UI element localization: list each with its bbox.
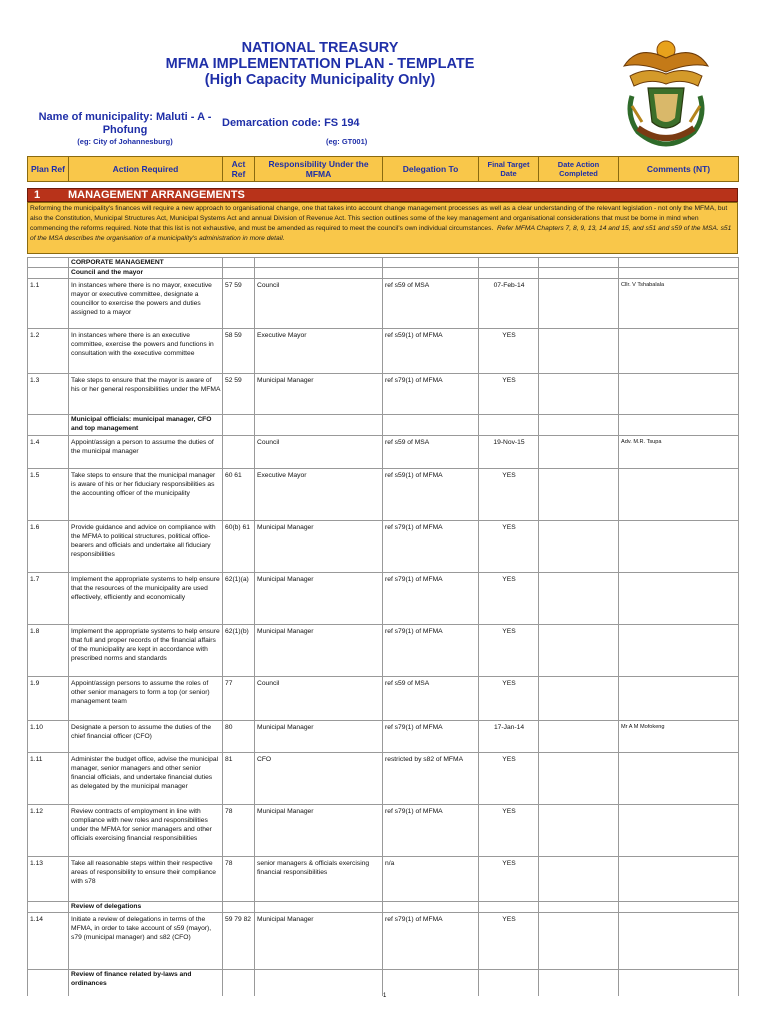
target-date-cell: YES [479, 912, 539, 969]
empty-cell [383, 969, 479, 996]
demarcation-code: Demarcation code: FS 194 [222, 117, 360, 129]
plan-ref-cell: 1.5 [28, 468, 69, 520]
action-cell: Take all reasonable steps within their respective areas of responsibility to ensure their compliance with s78 [69, 856, 223, 901]
plan-ref-cell: 1.7 [28, 572, 69, 624]
date-completed-cell [539, 752, 619, 804]
section-number: 1 [34, 189, 41, 201]
target-date-cell: 07-Feb-14 [479, 278, 539, 328]
comment-cell [619, 373, 739, 414]
date-completed-cell [539, 520, 619, 572]
action-cell: Take steps to ensure that the mayor is aware of his or her general responsibilities under the MFMA [69, 373, 223, 414]
comment-cell [619, 856, 739, 901]
empty-cell [539, 969, 619, 996]
empty-cell [223, 901, 255, 912]
target-date-cell: YES [479, 624, 539, 676]
section-heading [27, 188, 738, 202]
plan-ref-cell: 1.11 [28, 752, 69, 804]
comment-cell [619, 572, 739, 624]
plan-ref-cell: 1.3 [28, 373, 69, 414]
subheading-row [28, 268, 739, 278]
column-header [27, 156, 739, 182]
target-date-cell: YES [479, 373, 539, 414]
date-completed-cell [539, 468, 619, 520]
empty-cell [223, 414, 255, 435]
document-title [0, 40, 640, 88]
act-ref-cell: 62(1)(a) [223, 572, 255, 624]
delegation-cell: ref s79(1) of MFMA [383, 912, 479, 969]
table-row [28, 912, 739, 969]
empty-cell [223, 969, 255, 996]
action-cell: Review contracts of employment in line with compliance with new roles and responsibilities under the MFMA for senior managers and other officials exercising financial responsibilities [69, 804, 223, 856]
act-ref-cell: 81 [223, 752, 255, 804]
subheading-bylaws: Review of finance related by-laws and ordinances [69, 969, 223, 996]
action-cell: In instances where there is no mayor, executive mayor or executive committee, designate a councillor to exercise the powers and duties assigned to a mayor [69, 278, 223, 328]
delegation-cell: ref s79(1) of MFMA [383, 804, 479, 856]
act-ref-cell: 80 [223, 720, 255, 752]
municipality-name: Name of municipality: Maluti - A - Phofung [38, 111, 212, 136]
empty-cell [28, 414, 69, 435]
delegation-cell: ref s79(1) of MFMA [383, 520, 479, 572]
header-action-required: Action Required [69, 157, 223, 182]
date-completed-cell [539, 572, 619, 624]
plan-ref-cell: 1.4 [28, 435, 69, 468]
responsibility-cell: Council [255, 435, 383, 468]
delegation-cell: restricted by s82 of MFMA [383, 752, 479, 804]
empty-cell [255, 268, 383, 278]
title-line-1: NATIONAL TREASURY [241, 40, 399, 56]
coat-of-arms-icon [618, 36, 714, 154]
header-act-ref: Act Ref [223, 157, 255, 182]
target-date-cell: 17-Jan-14 [479, 720, 539, 752]
act-ref-cell: 78 [223, 804, 255, 856]
table-body [28, 258, 739, 996]
act-ref-cell: 57 59 [223, 278, 255, 328]
table-row [28, 468, 739, 520]
header-plan-ref: Plan Ref [28, 157, 69, 182]
target-date-cell: YES [479, 676, 539, 720]
comment-cell [619, 676, 739, 720]
action-cell: In instances where there is an executive committee, exercise the powers and functions in consultation with the executive committee [69, 328, 223, 373]
empty-cell [255, 414, 383, 435]
empty-cell [619, 268, 739, 278]
target-date-cell: YES [479, 804, 539, 856]
action-cell: Provide guidance and advice on compliance with the MFMA to political structures, political office-bearers and officials and undertake all fiduciary responsibilities [69, 520, 223, 572]
plan-ref-cell: 1.13 [28, 856, 69, 901]
table-row [28, 520, 739, 572]
responsibility-cell: Executive Mayor [255, 328, 383, 373]
comment-cell [619, 520, 739, 572]
target-date-cell: YES [479, 328, 539, 373]
empty-cell [28, 258, 69, 268]
date-completed-cell [539, 804, 619, 856]
date-completed-cell [539, 435, 619, 468]
municipality-example: (eg: City of Johannesburg) [77, 137, 173, 146]
responsibility-cell: Municipal Manager [255, 804, 383, 856]
demarcation-example: (eg: GT001) [326, 137, 368, 146]
section-description [27, 202, 738, 254]
table-row [28, 572, 739, 624]
delegation-cell: ref s79(1) of MFMA [383, 373, 479, 414]
empty-cell [28, 969, 69, 996]
table-row [28, 720, 739, 752]
target-date-cell: 19-Nov-15 [479, 435, 539, 468]
empty-cell [223, 258, 255, 268]
plan-ref-cell: 1.14 [28, 912, 69, 969]
date-completed-cell [539, 720, 619, 752]
subheading-row [28, 969, 739, 996]
implementation-plan-table [27, 257, 739, 996]
table-row [28, 676, 739, 720]
delegation-cell: n/a [383, 856, 479, 901]
comment-cell [619, 804, 739, 856]
responsibility-cell: Council [255, 278, 383, 328]
action-cell: Initiate a review of delegations in terms of the MFMA, in order to take account of s59 (mayor), s79 (municipal manager) and s82 (CFO) [69, 912, 223, 969]
date-completed-cell [539, 856, 619, 901]
responsibility-cell: Municipal Manager [255, 373, 383, 414]
comment-cell [619, 328, 739, 373]
comment-cell: Adv. M.R. Tsupa [619, 435, 739, 468]
empty-cell [383, 414, 479, 435]
empty-cell [255, 969, 383, 996]
empty-cell [383, 268, 479, 278]
act-ref-cell: 62(1)(b) [223, 624, 255, 676]
empty-cell [619, 414, 739, 435]
empty-cell [28, 901, 69, 912]
delegation-cell: ref s59(1) of MFMA [383, 468, 479, 520]
act-ref-cell: 60 61 [223, 468, 255, 520]
date-completed-cell [539, 912, 619, 969]
delegation-cell: ref s79(1) of MFMA [383, 720, 479, 752]
subheading-row [28, 414, 739, 435]
plan-ref-cell: 1.12 [28, 804, 69, 856]
empty-cell [479, 901, 539, 912]
date-completed-cell [539, 373, 619, 414]
responsibility-cell: Municipal Manager [255, 520, 383, 572]
table-row [28, 435, 739, 468]
empty-cell [479, 969, 539, 996]
subheading-corporate: CORPORATE MANAGEMENT [69, 258, 223, 268]
responsibility-cell: Municipal Manager [255, 720, 383, 752]
date-completed-cell [539, 624, 619, 676]
delegation-cell: ref s59(1) of MFMA [383, 328, 479, 373]
comment-cell [619, 752, 739, 804]
empty-cell [479, 268, 539, 278]
section-body-reference: Refer MFMA Chapters 7, 8, 9, 13, 14 and 15, and s51 and s59 of the MSA. s51 of the MSA describes the organisation of a municipality's administration in more detail. [30, 225, 732, 242]
responsibility-cell: Municipal Manager [255, 572, 383, 624]
responsibility-cell: Council [255, 676, 383, 720]
empty-cell [539, 268, 619, 278]
subheading-officials: Municipal officials: municipal manager, CFO and top management [69, 414, 223, 435]
action-cell: Implement the appropriate systems to help ensure that the resources of the municipality are used effectively, efficiently and economically [69, 572, 223, 624]
subheading-delegations: Review of delegations [69, 901, 223, 912]
act-ref-cell: 52 59 [223, 373, 255, 414]
action-cell: Appoint/assign persons to assume the roles of other senior managers to form a top (or senior) management team [69, 676, 223, 720]
table-row [28, 328, 739, 373]
plan-ref-cell: 1.9 [28, 676, 69, 720]
header-comments: Comments (NT) [619, 157, 739, 182]
section-title: MANAGEMENT ARRANGEMENTS [68, 189, 245, 201]
header-responsibility: Responsibility Under the MFMA [255, 157, 383, 182]
table-row [28, 856, 739, 901]
delegation-cell: ref s59 of MSA [383, 676, 479, 720]
subheading-council: Council and the mayor [69, 268, 223, 278]
title-line-2: MFMA IMPLEMENTATION PLAN - TEMPLATE [165, 56, 475, 72]
empty-cell [539, 901, 619, 912]
subheading-row [28, 258, 739, 268]
comment-cell: Cllr. V Tshabalala [619, 278, 739, 328]
empty-cell [479, 258, 539, 268]
comment-cell [619, 912, 739, 969]
subheading-row [28, 901, 739, 912]
empty-cell [479, 414, 539, 435]
empty-cell [619, 969, 739, 996]
act-ref-cell: 59 79 82 [223, 912, 255, 969]
table-row [28, 373, 739, 414]
table-row [28, 804, 739, 856]
title-line-3: (High Capacity Municipality Only) [204, 72, 436, 88]
responsibility-cell: Municipal Manager [255, 624, 383, 676]
responsibility-cell: CFO [255, 752, 383, 804]
plan-ref-cell: 1.8 [28, 624, 69, 676]
empty-cell [383, 901, 479, 912]
action-cell: Designate a person to assume the duties of the chief financial officer (CFO) [69, 720, 223, 752]
delegation-cell: ref s59 of MSA [383, 278, 479, 328]
action-cell: Administer the budget office, advise the municipal manager, senior managers and other senior financial officials, and undertake financial duties as delegated by the municipal manager [69, 752, 223, 804]
empty-cell [539, 414, 619, 435]
target-date-cell: YES [479, 520, 539, 572]
action-cell: Take steps to ensure that the municipal manager is aware of his or her fiduciary responsibilities as the accounting officer of the municipality [69, 468, 223, 520]
table-row [28, 624, 739, 676]
header-date-completed: Date Action Completed [539, 157, 619, 182]
section-body-text: Reforming the municipality's finances will require a new approach to organisational change, one that takes into account change management processes as well as a clear understanding of the relevant legislation - not only the MFMA, but also the Constitution, Municipal Structures Act, Municipal Systems Act and annual Division of Revenue Act. This section outlines some of the key management and organisational considerations that must be borne in mind when commencing the reforms required. Note that this list is not exhaustive, and must be amended as required to meet the council's own individual circumstances. [30, 205, 728, 232]
table-row [28, 752, 739, 804]
action-cell: Appoint/assign a person to assume the duties of the municipal manager [69, 435, 223, 468]
plan-ref-cell: 1.6 [28, 520, 69, 572]
target-date-cell: YES [479, 752, 539, 804]
target-date-cell: YES [479, 856, 539, 901]
comment-cell [619, 624, 739, 676]
empty-cell [223, 268, 255, 278]
date-completed-cell [539, 328, 619, 373]
responsibility-cell: senior managers & officials exercising financial responsibilities [255, 856, 383, 901]
empty-cell [619, 901, 739, 912]
act-ref-cell: 60(b) 61 [223, 520, 255, 572]
date-completed-cell [539, 278, 619, 328]
act-ref-cell: 77 [223, 676, 255, 720]
empty-cell [619, 258, 739, 268]
empty-cell [28, 268, 69, 278]
page-number: 1 [383, 993, 387, 999]
delegation-cell: ref s79(1) of MFMA [383, 624, 479, 676]
header-final-target-date: Final Target Date [479, 157, 539, 182]
act-ref-cell: 78 [223, 856, 255, 901]
comment-cell: Mr A M Mofokeng [619, 720, 739, 752]
plan-ref-cell: 1.2 [28, 328, 69, 373]
delegation-cell: ref s79(1) of MFMA [383, 572, 479, 624]
responsibility-cell: Municipal Manager [255, 912, 383, 969]
empty-cell [255, 901, 383, 912]
delegation-cell: ref s59 of MSA [383, 435, 479, 468]
target-date-cell: YES [479, 468, 539, 520]
target-date-cell: YES [479, 572, 539, 624]
empty-cell [255, 258, 383, 268]
comment-cell [619, 468, 739, 520]
date-completed-cell [539, 676, 619, 720]
act-ref-cell: 58 59 [223, 328, 255, 373]
action-cell: Implement the appropriate systems to help ensure that full and proper records of the financial affairs of the municipality are kept in accordance with prescribed norms and standards [69, 624, 223, 676]
header-delegation: Delegation To [383, 157, 479, 182]
empty-cell [539, 258, 619, 268]
empty-cell [383, 258, 479, 268]
table-row [28, 278, 739, 328]
responsibility-cell: Executive Mayor [255, 468, 383, 520]
plan-ref-cell: 1.1 [28, 278, 69, 328]
plan-ref-cell: 1.10 [28, 720, 69, 752]
act-ref-cell [223, 435, 255, 468]
